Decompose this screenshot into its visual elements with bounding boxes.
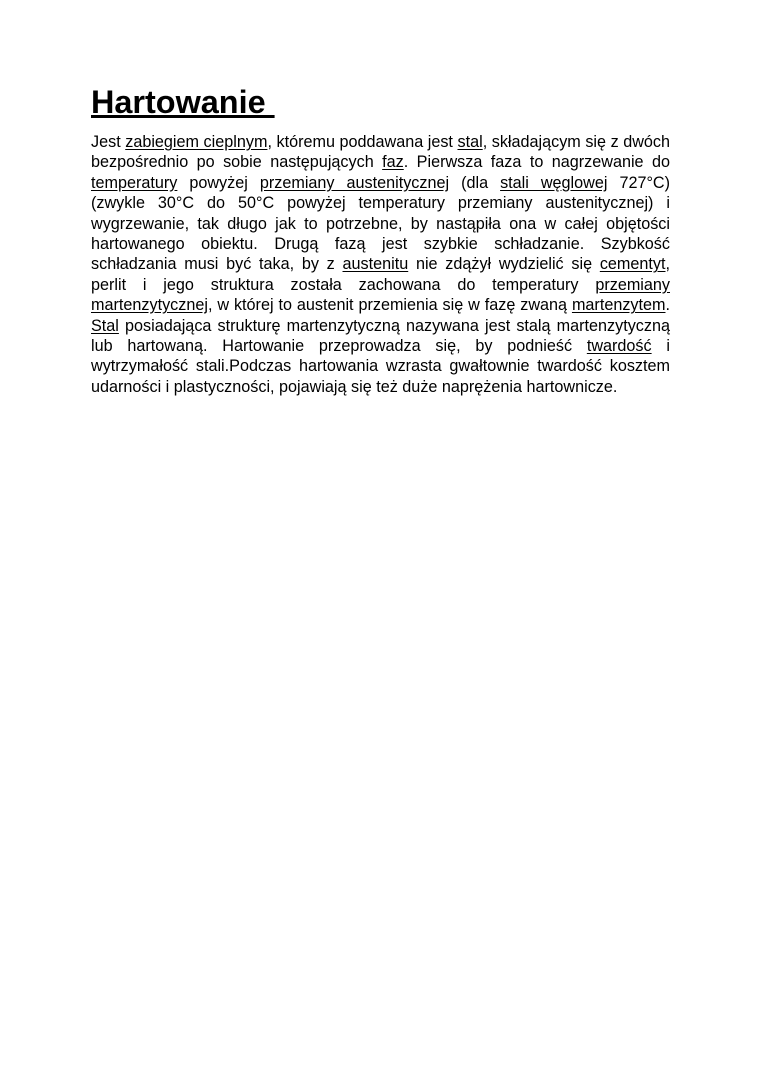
paragraph-text-run: (dla [449,173,501,192]
hyperlink[interactable]: temperatury [91,173,178,192]
paragraph-text-run: Jest [91,133,126,151]
paragraph-text-run: , w której to austenit przemienia się w fazę zwaną [207,296,572,315]
body-paragraph [91,132,670,397]
paragraph-text-run: . [665,296,670,315]
paragraph-text-run: powyżej [177,173,260,192]
paragraph-text-run: nie zdążył wydzielić się [408,255,600,274]
hyperlink[interactable]: zabiegiem cieplnym [125,133,268,151]
document-body [91,84,671,397]
hyperlink[interactable]: stali węglowej [500,173,608,192]
document-title: Hartowanie [91,84,275,120]
paragraph-text-run: , składającym się z dwóch bezpośrednio po sobie następujących [91,133,670,172]
paragraph-text-run: 727°C) (zwykle 30°C do 50°C powyżej temperatury przemiany austenitycznej) i wygrzewanie, tak długo jak to potrzebne, by nastąpiła ona w całej objętości hartowanego obiektu. Drugą fazą jest szybkie schładzanie. Szybkość schładzania musi być taka, by z [91,173,671,274]
hyperlink[interactable]: Stal [91,316,119,335]
paragraph-text-run: i wytrzymałość stali.Podczas hartowania wzrasta gwałtownie twardość kosztem udarności i plastyczności, pojawiają się też duże naprężenia hartownicze. [91,337,670,396]
hyperlink[interactable]: cementyt [599,255,666,274]
paragraph-text-run: , perlit i jego struktura została zachowana do temperatury [91,255,670,294]
hyperlink[interactable]: przemiany austenitycznej [259,173,450,192]
hyperlink[interactable]: stal [457,133,483,151]
hyperlink[interactable]: twardość [586,337,652,356]
paragraph-text-run: . Pierwsza faza to nagrzewanie do [403,153,670,172]
paragraph-text-run: , któremu poddawana jest [267,133,458,151]
hyperlink[interactable]: przemiany martenzytycznej [91,275,670,315]
hyperlink[interactable]: martenzytem [571,296,666,315]
hyperlink[interactable]: faz [382,153,404,172]
paragraph-text-run: posiadająca strukturę martenzytyczną nazywana jest stalą martenzytyczną lub hartowaną. Hartowanie przeprowadza się, by podnieść [91,316,670,356]
hyperlink[interactable]: austenitu [342,255,409,274]
